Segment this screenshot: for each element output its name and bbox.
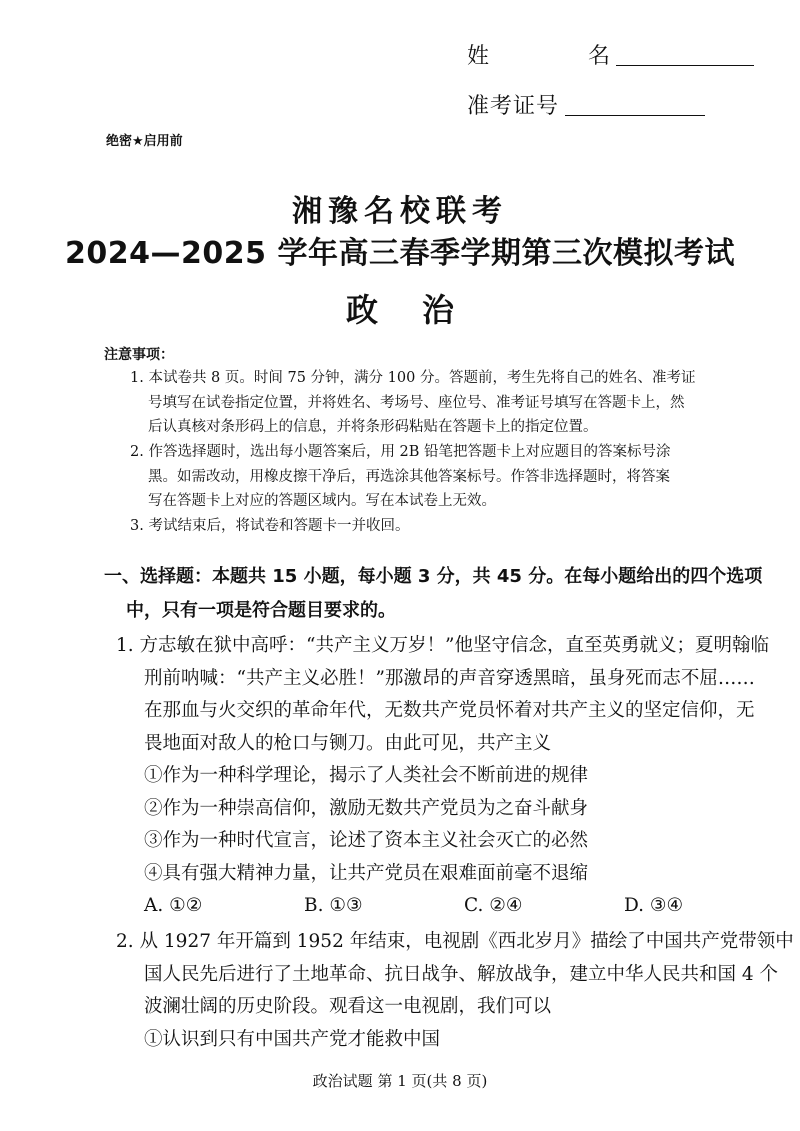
statement-1: ①认识到只有中国共产党才能救中国	[144, 1028, 441, 1050]
statement-1: ①作为一种科学理论，揭示了人类社会不断前进的规律	[144, 765, 589, 786]
question-2	[116, 926, 794, 1056]
exam-id-blank-line	[565, 115, 705, 116]
statement-3: ③作为一种时代宣言，论述了资本主义社会灭亡的必然	[144, 830, 589, 851]
question-stem-line: 国人民先后进行了土地革命、抗日战争、解放战争，建立中华人民共和国 4 个	[144, 963, 779, 985]
statement-2: ②作为一种崇高信仰，激励无数共产党员为之奋斗献身	[144, 797, 589, 819]
notice-line: 2. 作答选择题时，选出每小题答案后，用 2B 铅笔把答题卡上对应题目的答案标号涂	[130, 444, 671, 460]
secret-mark: 绝密★启用前	[106, 134, 183, 149]
notice-item	[130, 440, 710, 514]
notice-item	[130, 366, 710, 440]
notice-line: 3. 考试结束后，将试卷和答题卡一并收回。	[130, 518, 410, 534]
notice-line: 号填写在试卷指定位置，并将姓名、考场号、座位号、准考证号填写在答题卡上，然	[148, 394, 685, 411]
section-heading-line: 中，只有一项是符合题目要求的。	[126, 600, 396, 621]
question-stem-line: 畏地面对敌人的枪口与铡刀。由此可见，共产主义	[144, 732, 552, 754]
section-heading	[104, 560, 763, 628]
question-stem-line: 1. 方志敏在狱中高呼：“共产主义万岁！”他坚守信念，直至英勇就义；夏明翰临	[116, 635, 769, 656]
statement-4: ④具有强大精神力量，让共产党员在艰难面前毫不退缩	[144, 862, 589, 884]
name-label: 姓 名	[467, 44, 656, 69]
name-blank-line	[616, 65, 754, 66]
choice-c: C. ②④	[464, 895, 523, 916]
answer-choices	[116, 890, 726, 923]
question-1	[116, 630, 769, 923]
choice-d: D. ③④	[624, 895, 684, 916]
section-heading-line: 一、选择题：本题共 15 小题，每小题 3 分，共 45 分。在每小题给出的四个选项	[104, 566, 763, 587]
notice-item	[130, 514, 710, 539]
exam-session-title: 2024—2025 学年高三春季学期第三次模拟考试	[65, 236, 735, 271]
question-stem-line: 波澜壮阔的历史阶段。观看这一电视剧，我们可以	[144, 996, 552, 1017]
question-stem-line: 刑前呐喊：“共产主义必胜！”那激昂的声音穿透黑暗，虽身死而志不屈……	[144, 667, 755, 689]
choice-b: B. ①③	[304, 895, 363, 916]
exam-id-label: 准考证号	[467, 94, 560, 119]
notice-heading: 注意事项：	[104, 347, 174, 363]
notice-line: 后认真核对条形码上的信息，并将条形码粘贴在答题卡上的指定位置。	[148, 419, 598, 435]
choice-a: A. ①②	[144, 895, 203, 916]
page-footer: 政治试题 第 1 页(共 8 页)	[312, 1072, 488, 1090]
question-stem-line: 2. 从 1927 年开篇到 1952 年结束，电视剧《西北岁月》描绘了中国共产党带领中	[116, 931, 794, 952]
notice-line: 1. 本试卷共 8 页。时间 75 分钟，满分 100 分。答题前，考生先将自己的姓名、准考证	[130, 370, 696, 386]
question-stem-line: 在那血与火交织的革命年代，无数共产党员怀着对共产主义的坚定信仰，无	[144, 700, 755, 721]
subject-title: 政治	[345, 291, 498, 329]
name-field	[467, 40, 754, 70]
notice-line: 写在答题卡上对应的答题区域内。写在本试卷上无效。	[148, 493, 496, 509]
exam-id-field	[467, 90, 705, 120]
notice-line: 黑。如需改动，用橡皮擦干净后，再选涂其他答案标号。作答非选择题时，将答案	[148, 468, 670, 485]
exam-union-title: 湘豫名校联考	[292, 194, 508, 229]
